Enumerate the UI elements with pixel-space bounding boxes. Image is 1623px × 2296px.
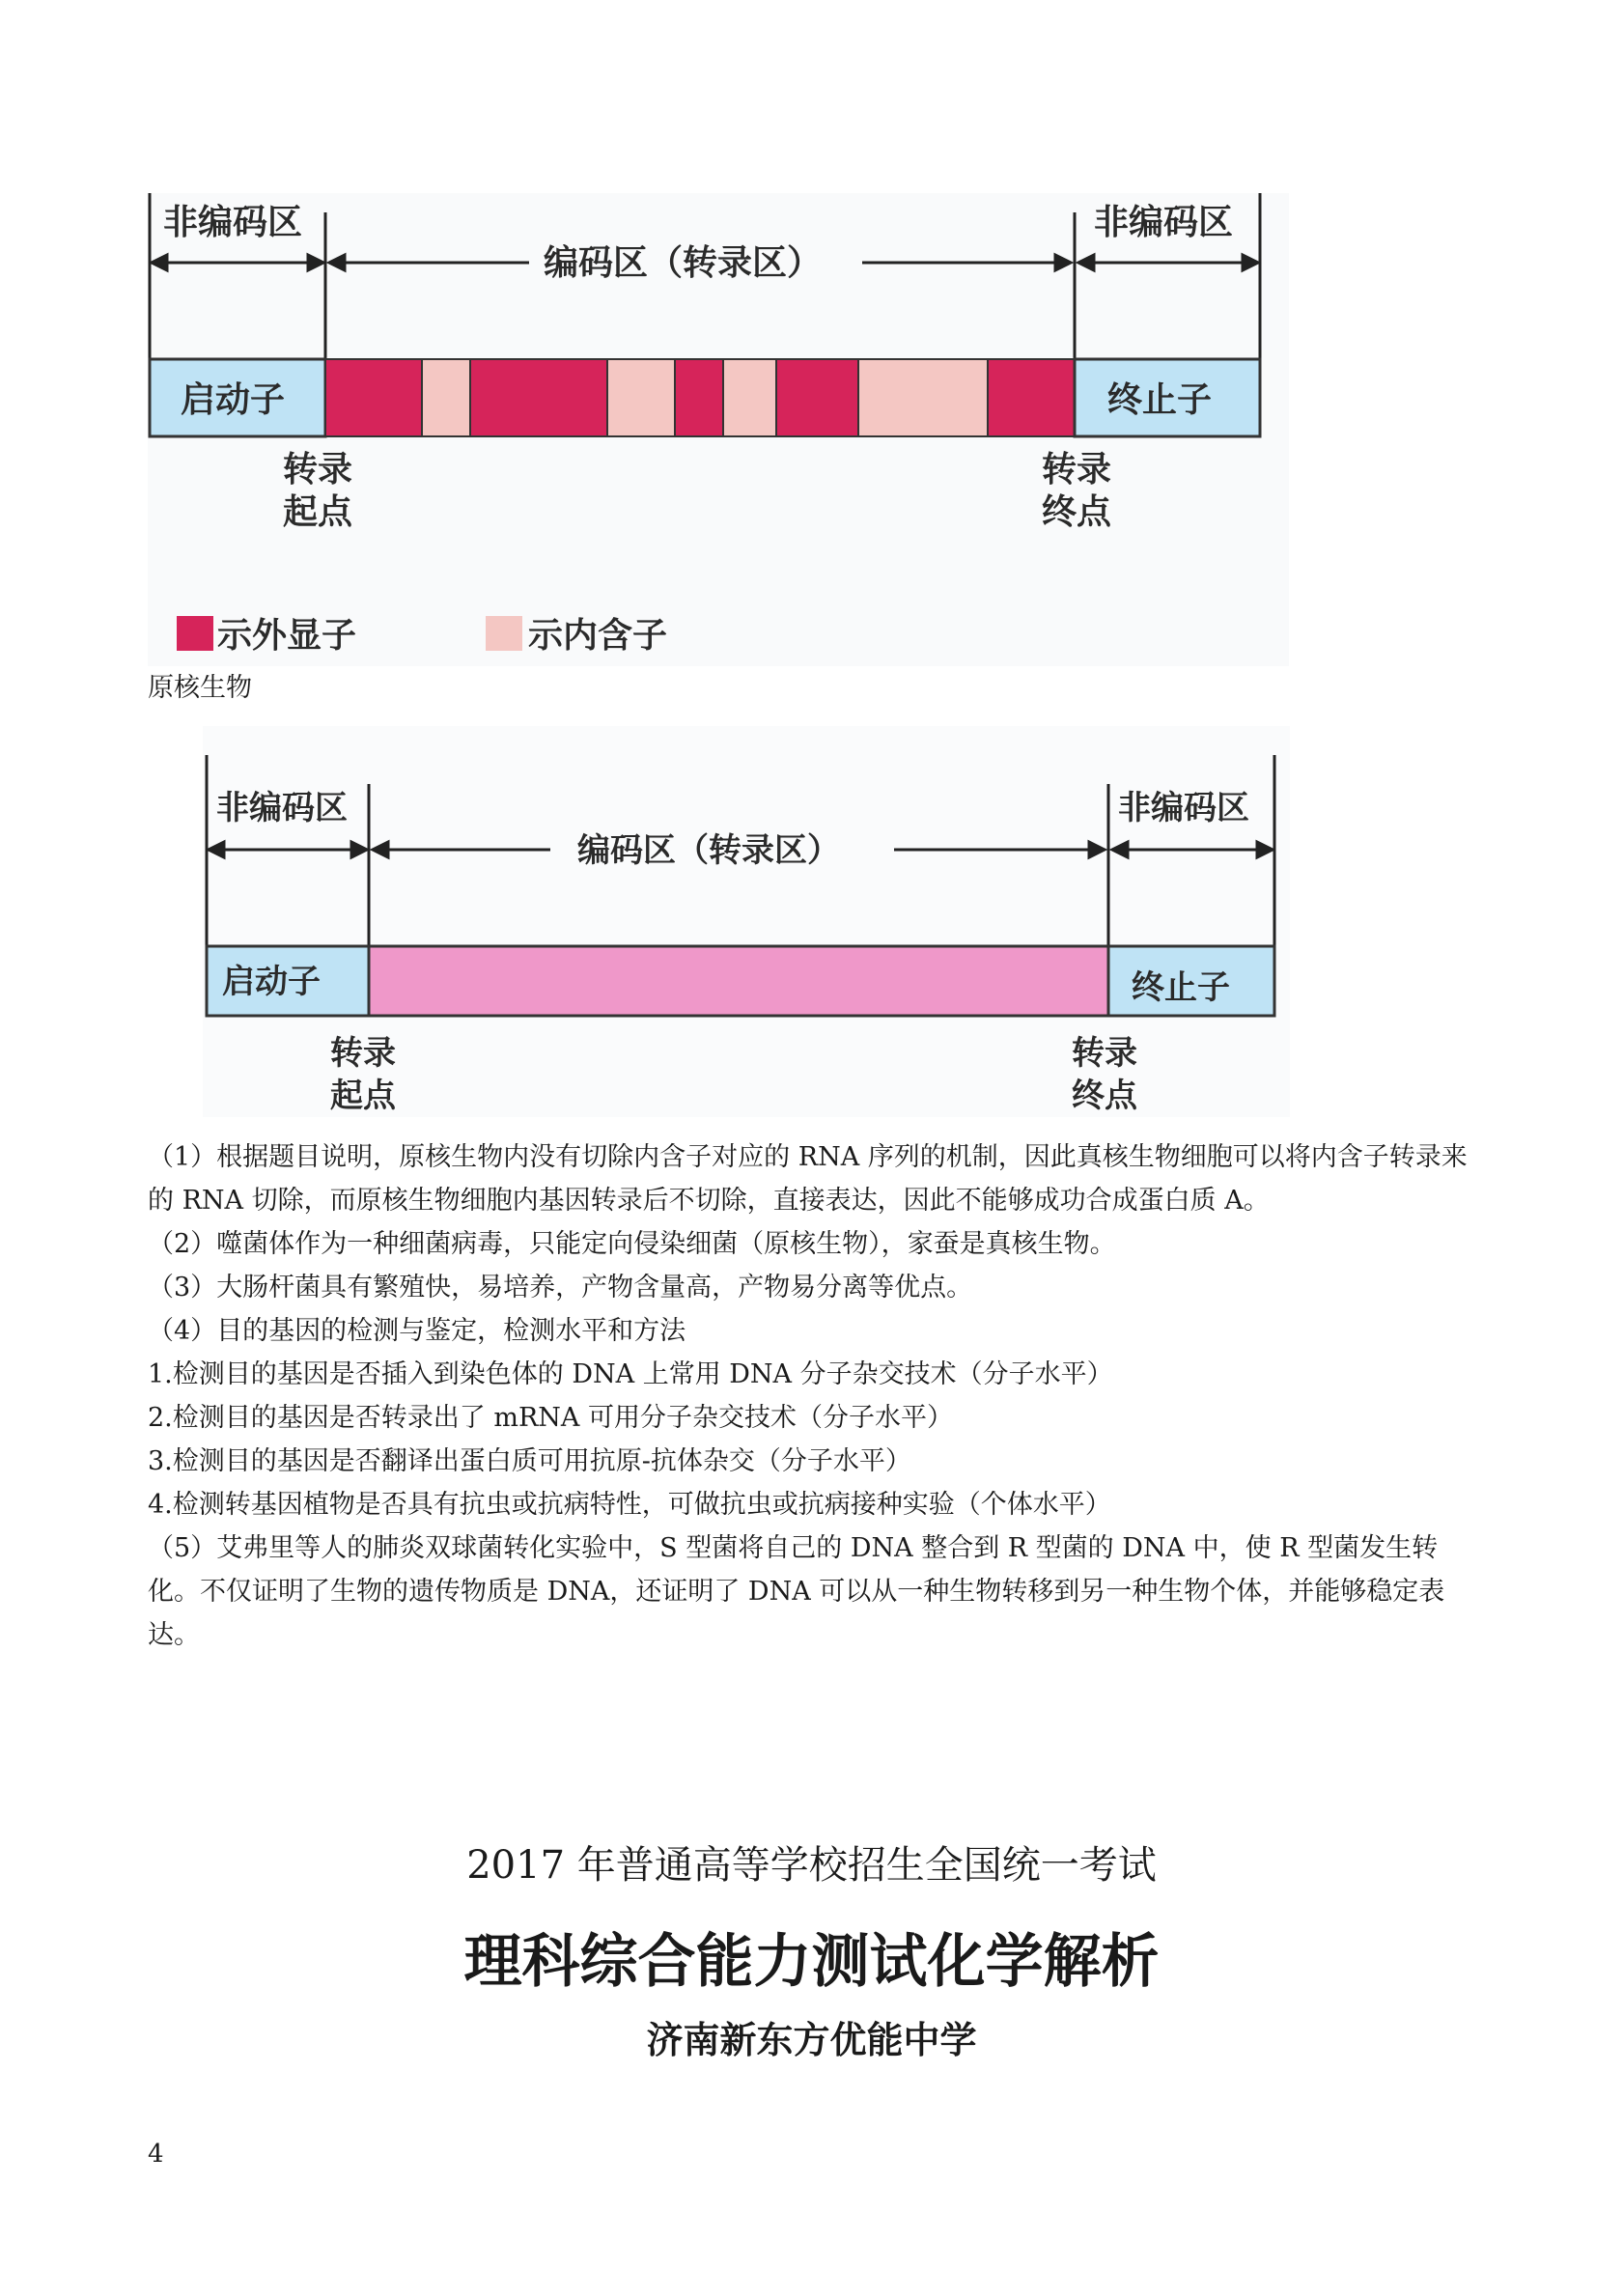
exon-1 [325,359,422,436]
figure-caption: 原核生物 [148,673,252,703]
coding-region-label: 编码区（转录区） [544,243,823,283]
paragraph-4: （4）目的基因的检测与鉴定，检测水平和方法 [148,1316,686,1346]
prokaryote-gene-diagram [203,726,1290,1117]
coding-region-label: 编码区（转录区） [577,831,840,870]
noncoding-left-label: 非编码区 [163,203,303,242]
intron-4 [858,359,988,436]
promoter-label: 启动子 [181,380,286,420]
author-school: 济南新东方优能中学 [646,2019,977,2061]
paragraph-5: （5）艾弗里等人的肺炎双球菌转化实验中，S 型菌将自己的 DNA 整合到 R 型菌的 DNA 中，使 R 型菌发生转化。不仅证明了生物的遗传物质是 DNA，还证明了 DNA 可以从一种生物转移到另一种生物个体，并能够稳定表达。 [148,1533,1445,1650]
section-title: 理科综合能力测试化学解析 [463,1928,1160,1996]
legend-exon-label: 示外显子 [217,616,357,656]
exon-3 [675,359,723,436]
terminator-label: 终止子 [1132,968,1230,1007]
method-item-4: 4.检测转基因植物是否具有抗虫或抗病特性，可做抗虫或抗病接种实验（个体水平） [148,1490,1111,1520]
exon-2 [470,359,607,436]
transcription-start-label-2: 起点 [330,1077,396,1115]
legend-exon-swatch [177,616,213,651]
legend-intron-label: 示内含子 [528,616,668,656]
noncoding-right-label: 非编码区 [1094,203,1234,242]
coding-region-box [369,946,1108,1016]
intron-1 [422,359,470,436]
method-item-1: 1.检测目的基因是否插入到染色体的 DNA 上常用 DNA 分子杂交技术（分子水平） [148,1359,1113,1389]
noncoding-left-label: 非编码区 [216,789,348,827]
method-item-2: 2.检测目的基因是否转录出了 mRNA 可用分子杂交技术（分子水平） [148,1403,953,1433]
intron-3 [723,359,776,436]
eukaryote-gene-diagram [148,193,1289,666]
promoter-label: 启动子 [222,963,321,1001]
transcription-end-label-2: 终点 [1042,492,1112,532]
transcription-end-label-2: 终点 [1072,1077,1137,1115]
method-item-3: 3.检测目的基因是否翻译出蛋白质可用抗原-抗体杂交（分子水平） [148,1446,911,1476]
legend-intron-swatch [486,616,522,651]
paragraph-3: （3）大肠杆菌具有繁殖快，易培养，产物含量高，产物易分离等优点。 [148,1273,973,1302]
intron-2 [607,359,675,436]
paragraph-1: （1）根据题目说明，原核生物内没有切除内含子对应的 RNA 序列的机制，因此真核生物细胞可以将内含子转录来的 RNA 切除，而原核生物细胞内基因转录后不切除，直接表达，因此不能够成功合成蛋白质 A。 [148,1142,1468,1216]
transcription-start-label-1: 转录 [330,1034,396,1073]
page-number: 4 [148,2140,164,2169]
transcription-end-label-1: 转录 [1042,450,1112,490]
transcription-start-label-2: 起点 [283,492,353,532]
exon-4 [776,359,858,436]
exon-5 [988,359,1075,436]
noncoding-right-label: 非编码区 [1118,789,1249,827]
exam-title: 2017 年普通高等学校招生全国统一考试 [466,1843,1157,1888]
transcription-end-label-1: 转录 [1072,1034,1137,1073]
transcription-start-label-1: 转录 [283,450,353,490]
paragraph-2: （2）噬菌体作为一种细菌病毒，只能定向侵染细菌（原核生物），家蚕是真核生物。 [148,1229,1116,1259]
answer-explanation [148,1135,1490,1657]
terminator-label: 终止子 [1107,380,1213,420]
